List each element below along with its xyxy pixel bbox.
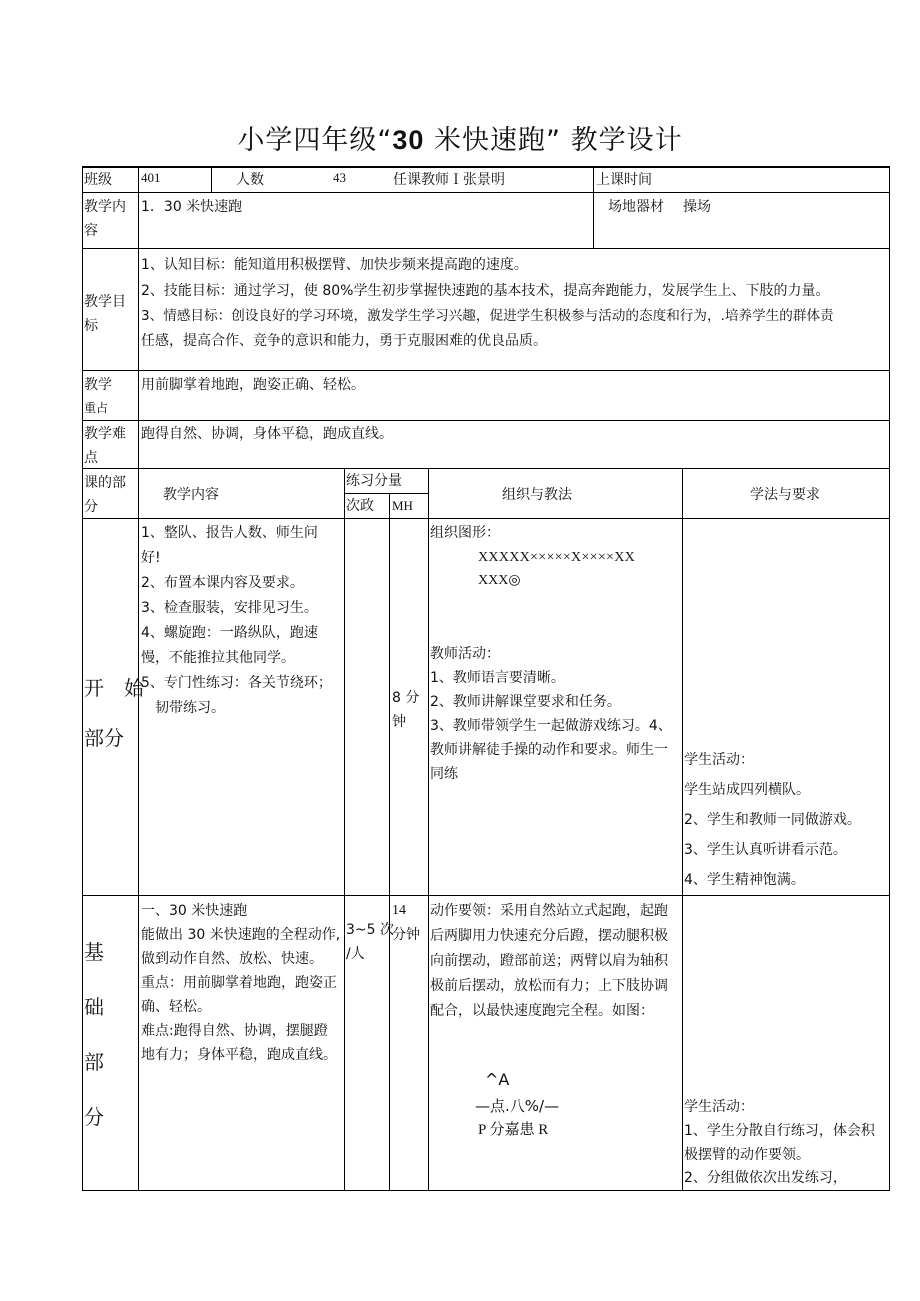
goals-label: 教学目 — [84, 294, 126, 310]
class-time-label: 上课时间 — [596, 172, 652, 188]
teacher-activity-line: 3、教师带领学生一起做游戏练习。4、 — [430, 718, 672, 734]
goal-line-3: 3、情感目标：创设良好的学习环境，激发学生学习兴趣，促进学生积极参与活动的态度和行为，.培养学生的群体责 — [141, 308, 834, 324]
student-activity-line: 学生站成四列横队。 — [684, 782, 810, 798]
difficulty-label: 教学难 — [84, 426, 126, 442]
teacher-label: 任课教师Ｉ张景明 — [393, 172, 505, 188]
start-content-line: 好! — [141, 550, 161, 566]
formation-line-1: XXXXX×××××X××××XX — [478, 550, 636, 565]
basic-student-line: 1、学生分散自行练习，体会积 — [684, 1123, 875, 1139]
start-content-line: 韧带练习。 — [141, 700, 225, 716]
section-basic-name: 部 — [84, 1050, 104, 1074]
technique-line: 动作要领：采用自然站立式起跑，起跑 — [430, 903, 668, 919]
header-time: MH — [392, 498, 413, 513]
technique-line: 向前摆动，蹬部前送；两臂以肩为轴积 — [430, 953, 668, 969]
header-part-2: 分 — [84, 499, 98, 515]
goal-line-4: 任感，提高合作、竞争的意识和能力，勇于克服困难的优良品质。 — [141, 333, 547, 349]
formation-line-2: XXX◎ — [478, 573, 521, 588]
class-label: 班级 — [84, 172, 112, 188]
start-time: 8 分 — [392, 690, 420, 706]
difficulty-label-2: 点 — [84, 450, 98, 466]
header-method: 组织与教法 — [502, 487, 572, 503]
difficulty-value: 跑得自然、协调，身体平稳，跑成直线。 — [141, 426, 393, 442]
goal-line-2: 2、技能目标：通过学习，使 80%学生初步掌握快速跑的基本技术，提高奔跑能力，发展学生上、下肢的力量。 — [141, 283, 830, 299]
running-figure-bottom: P 分嘉患 R — [478, 1122, 549, 1138]
basic-times-2: /人 — [346, 946, 365, 962]
header-part: 课的部 — [84, 475, 126, 491]
key-points-label-2: 重占 — [84, 401, 109, 415]
basic-time-2: 分钟 — [392, 927, 420, 943]
section-start-name: 开 始 — [84, 676, 144, 700]
header-content: 教学内容 — [163, 487, 219, 503]
section-basic-name: 基 — [84, 940, 104, 964]
class-value: 401 — [141, 170, 161, 185]
key-points-label: 教学 — [84, 377, 112, 393]
header-study: 学法与要求 — [750, 487, 820, 503]
basic-content-line: 能做出 30 米快速跑的全程动作, — [141, 927, 341, 943]
basic-student-line: 极摆臂的动作要领。 — [684, 1147, 810, 1163]
basic-content-line: 地有力；身体平稳，跑成直线。 — [141, 1047, 337, 1063]
start-content-line: 3、检查服装，安排见习生。 — [141, 600, 318, 616]
key-points-value: 用前脚掌着地跑，跑姿正确、轻松。 — [141, 377, 365, 393]
venue-value: 操场 — [683, 199, 711, 215]
teacher-activity-line: 1、教师语言要清晰。 — [430, 670, 565, 686]
section-basic-name: 础 — [84, 995, 104, 1019]
basic-content-line: 做到动作自然、放松、快速。 — [141, 951, 323, 967]
start-content-line: 4、螺旋跑：一路纵队，跑速 — [141, 625, 318, 641]
basic-content-line: 确、轻松。 — [141, 999, 211, 1015]
running-figure-top: ^A — [485, 1070, 510, 1089]
technique-line: 配合，以最快速度跑完全程。如图： — [430, 1003, 654, 1019]
start-content-line: 1、整队、报告人数、师生问 — [141, 525, 318, 541]
student-activity-line: 2、学生和教师一同做游戏。 — [684, 812, 861, 828]
basic-times: 3~5 次 — [346, 922, 394, 938]
teacher-activity-line: 教师讲解徒手操的动作和要求。师生一 — [430, 742, 668, 758]
goal-line-1: 1、认知目标：能知道用积极摆臂、加快步频来提高跑的速度。 — [141, 257, 528, 273]
teacher-activity-label: 教师活动： — [430, 646, 500, 662]
start-content-line: 5、专门性练习：各关节绕环； — [141, 675, 332, 691]
content-value: 1．30 米快速跑 — [141, 199, 243, 215]
venue-label: 场地器材 — [608, 199, 664, 215]
header-times: 次政 — [346, 498, 374, 514]
basic-time: 14 — [392, 903, 406, 918]
count-label: 人数 — [236, 172, 264, 188]
basic-content-line: 重点：用前脚掌着地跑，跑姿正 — [141, 975, 337, 991]
basic-student-label: 学生活动： — [684, 1099, 754, 1115]
teacher-activity-line: 2、教师讲解课堂要求和任务。 — [430, 694, 621, 710]
teacher-activity-line: 同练 — [430, 766, 458, 782]
student-activity-line: 3、学生认真听讲看示范。 — [684, 842, 847, 858]
count-value: 43 — [333, 170, 346, 185]
content-label: 教学内 — [84, 199, 126, 215]
section-basic-name: 分 — [84, 1105, 104, 1129]
page-title: 小学四年级“30 米快速跑” 教学设计 — [237, 125, 683, 156]
technique-line: 后两脚用力快速充分后蹬，摆动腿积极 — [430, 928, 668, 944]
header-practice: 练习分量 — [346, 473, 402, 489]
basic-content-line: 一、30 米快速跑 — [141, 903, 248, 919]
start-content-line: 慢，不能推拉其他同学。 — [141, 650, 295, 666]
basic-content-line: 难点:跑得自然、协调，摆腿蹬 — [141, 1023, 328, 1039]
student-activity-label: 学生活动： — [684, 752, 754, 768]
start-time-2: 钟 — [392, 714, 406, 730]
section-start-name-2: 部分 — [84, 726, 124, 750]
start-content-line: 2、布置本课内容及要求。 — [141, 575, 304, 591]
basic-student-line: 2、分组做依次出发练习， — [684, 1170, 847, 1186]
student-activity-line: 4、学生精神饱满。 — [684, 872, 805, 888]
running-figure-middle: —点.八%/— — [475, 1097, 560, 1115]
goals-label-2: 标 — [84, 318, 98, 334]
content-label-2: 容 — [84, 223, 98, 239]
start-fig-label: 组织图形： — [430, 525, 500, 541]
technique-line: 极前后摆动，放松而有力；上下肢协调 — [430, 978, 668, 994]
